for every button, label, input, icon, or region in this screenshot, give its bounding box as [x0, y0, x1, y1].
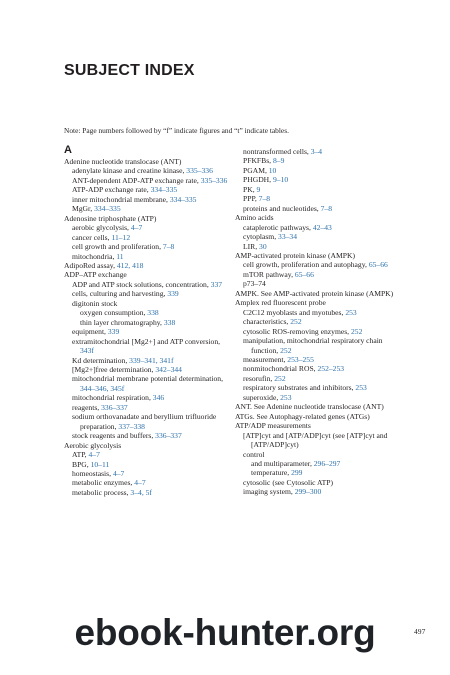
index-entry-text: cytosolic ROS-removing enzymes, — [243, 326, 350, 336]
index-entry-pages[interactable]: 252–253 — [317, 364, 345, 374]
index-entry-pages[interactable]: 65–66 — [368, 260, 388, 270]
index-entry-text: cytosolic (see Cytosolic ATP) — [243, 477, 334, 487]
index-entry-text: digitonin stock — [72, 298, 118, 308]
index-entry — [243, 317, 405, 326]
index-entry — [72, 337, 234, 356]
index-entry-text: [ATP]cyt and [ATP/ADP]cyt (see [ATP]cyt and [ATP/ADP]cyt) — [243, 430, 388, 450]
index-entry-text: ATP, — [72, 450, 87, 460]
index-entries-right — [235, 147, 405, 497]
index-entry-text: ADP and ATP stock solutions, concentration, — [72, 279, 209, 289]
index-entry — [243, 204, 405, 213]
index-entry-pages[interactable]: 338 — [147, 308, 159, 318]
index-entry-pages[interactable]: 346 — [152, 393, 165, 403]
index-entry — [72, 223, 234, 232]
index-entry-text: cell growth and proliferation, — [72, 242, 161, 252]
index-entry — [72, 374, 234, 393]
index-entry-text: ATP/ADP measurements — [235, 421, 311, 431]
index-entry-pages[interactable]: 337 — [210, 279, 223, 289]
index-entry-text: mitochondrial respiration, — [72, 393, 151, 403]
index-entry-text: cell growth, proliferation and autophagy, — [243, 260, 367, 270]
index-note: Note: Page numbers followed by “f” indicate figures and “t” indicate tables. — [64, 126, 289, 135]
index-entry — [80, 308, 234, 317]
index-entry-pages[interactable]: 342–344 — [155, 364, 182, 374]
index-entry — [243, 327, 405, 336]
index-entry-text: metabolic enzymes, — [72, 478, 133, 488]
index-entry-text: cataplerotic pathways, — [243, 222, 311, 232]
index-entry-pages[interactable]: 253–255 — [287, 354, 314, 364]
index-entry — [72, 403, 234, 412]
index-entry-text: PFKFBs, — [243, 156, 272, 166]
index-entry-pages[interactable]: 252 — [274, 373, 286, 383]
index-entry-text: mitochondrial membrane potential determination, — [72, 374, 223, 384]
index-entry — [235, 412, 405, 421]
index-entry-text: Amino acids — [235, 213, 274, 223]
index-entry — [235, 251, 405, 260]
index-entry-text: ATGs. See Autophagy-related genes (ATGs) — [235, 411, 370, 421]
index-entry-text: control — [243, 449, 265, 459]
page-title: SUBJECT INDEX — [64, 62, 195, 79]
index-entry-pages[interactable]: 10–11 — [90, 459, 110, 469]
index-entry-pages[interactable]: 4–7 — [112, 468, 125, 478]
index-entry-pages[interactable]: 296–297 — [313, 458, 341, 468]
index-entry-pages[interactable]: 252 — [351, 326, 363, 336]
index-column-left — [64, 143, 234, 497]
index-entry-pages[interactable]: 252 — [280, 345, 292, 355]
index-entry — [64, 270, 234, 279]
index-entry — [72, 469, 234, 478]
index-entry-pages[interactable]: 334–335 — [169, 194, 197, 204]
index-entry-text: nontransformed cells, — [243, 147, 309, 156]
index-entry — [243, 175, 405, 184]
index-entry-text: measurement, — [243, 354, 286, 364]
index-entry — [243, 355, 405, 364]
index-entry-pages[interactable]: 9 — [256, 184, 261, 194]
index-entry-pages[interactable]: 338 — [163, 317, 176, 327]
index-entry — [64, 157, 234, 166]
section-letter: A — [64, 144, 72, 156]
index-entry-text: sodium orthovanadate and beryllium trifluoride preparation, — [72, 412, 217, 431]
index-entry-pages[interactable]: 42–43 — [312, 222, 332, 232]
index-entry — [243, 147, 405, 156]
index-entry-pages[interactable]: 339 — [167, 289, 179, 299]
index-entry-text: PGAM, — [243, 165, 267, 175]
index-entry-text: proteins and nucleotides, — [243, 203, 319, 213]
index-entry — [243, 260, 405, 269]
index-entry-pages[interactable]: 253 — [355, 383, 367, 393]
index-entry-pages[interactable]: 7–8 — [162, 242, 175, 252]
index-entry — [72, 166, 234, 175]
index-entry — [72, 185, 234, 194]
index-column-right — [235, 147, 405, 497]
index-entry-text: mitochondria, — [72, 251, 115, 261]
index-entry — [72, 252, 234, 261]
index-entry — [72, 393, 234, 402]
index-entry-text: p73–74 — [243, 279, 266, 289]
index-entry-text: Kd determination, — [72, 355, 128, 365]
index-entry — [243, 450, 405, 459]
index-entry-text: ANT. See Adenine nucleotide translocase (ANT) — [235, 402, 384, 412]
index-entry — [72, 356, 234, 365]
index-entry-text: cancer cells, — [72, 232, 110, 242]
index-entry-text: stock reagents and buffers, — [72, 431, 154, 441]
index-entry — [243, 431, 405, 450]
index-entry-pages[interactable]: 343f — [80, 346, 94, 356]
index-entry-text: C2C12 myoblasts and myotubes, — [243, 307, 344, 317]
index-entry-text: characteristics, — [243, 317, 289, 327]
index-entry-pages[interactable]: 336–337 — [101, 402, 128, 412]
index-entry-pages[interactable]: 4–7 — [88, 450, 100, 460]
index-entry-pages[interactable]: 299 — [291, 468, 303, 478]
index-entry-pages[interactable]: 8–9 — [272, 156, 285, 166]
index-entry-text: thin layer chromatography, — [80, 317, 162, 327]
index-entry-text: superoxide, — [243, 392, 279, 402]
index-entry — [64, 214, 234, 223]
index-entry-pages[interactable]: 7–8 — [258, 194, 271, 204]
index-entry — [72, 299, 234, 308]
index-entry-pages[interactable]: 339–341, 341f — [129, 355, 174, 365]
index-entry-pages[interactable]: 11–12 — [111, 232, 131, 242]
index-entry-pages[interactable]: 336–337 — [155, 431, 182, 441]
index-entry — [72, 233, 234, 242]
index-entry — [243, 374, 405, 383]
index-entry-text: inner mitochondrial membrane, — [72, 194, 168, 204]
index-entry — [235, 289, 405, 298]
index-entry — [72, 195, 234, 204]
index-entry — [72, 488, 234, 497]
index-entry-text: PK, — [243, 184, 255, 194]
index-entry — [243, 279, 405, 288]
index-entry-pages[interactable]: 299–300 — [294, 487, 322, 497]
index-entry-text: AdipoRed assay, — [64, 260, 115, 270]
index-entry-text: [Mg2+]free determination, — [72, 364, 154, 374]
index-entry — [72, 176, 234, 185]
page-number: 497 — [414, 627, 426, 636]
index-entry-pages[interactable]: 65–66 — [294, 269, 314, 279]
index-entry-pages[interactable]: 335–336 — [200, 175, 228, 185]
index-entry-pages[interactable]: 334–335 — [94, 204, 121, 214]
index-entry — [235, 402, 405, 411]
index-entry — [80, 318, 234, 327]
index-entry — [243, 336, 405, 355]
index-entry-text: aerobic glycolysis, — [72, 223, 129, 233]
index-entry-pages[interactable]: 10 — [268, 165, 277, 175]
watermark: ebook-hunter.org — [74, 612, 376, 653]
index-entry-pages[interactable]: 7–8 — [320, 203, 333, 213]
index-entry-text: cells, culturing and harvesting, — [72, 289, 166, 299]
index-entry-pages[interactable]: 4–7 — [130, 223, 143, 233]
index-entry — [243, 166, 405, 175]
index-entry-pages[interactable]: 252 — [290, 317, 302, 327]
index-entry — [243, 308, 405, 317]
index-entry — [64, 261, 234, 270]
index-entry-text: temperature, — [251, 468, 290, 478]
index-entry — [243, 383, 405, 392]
index-entry-text: homeostasis, — [72, 468, 112, 478]
index-entry — [243, 364, 405, 373]
index-entry-text: Aerobic glycolysis — [64, 440, 122, 450]
index-entry-text: PPP, — [243, 194, 257, 204]
index-entry — [243, 393, 405, 402]
index-entry-text: LIR, — [243, 241, 258, 251]
index-entry-pages[interactable]: 30 — [259, 241, 267, 251]
index-entry-text: BPG, — [72, 459, 89, 469]
index-entry — [243, 232, 405, 241]
index-entry — [72, 204, 234, 213]
index-entry-text: Amplex red fluorescent probe — [235, 298, 326, 308]
index-entry-text: adenylate kinase and creatine kinase, — [72, 166, 185, 176]
index-entry — [72, 289, 234, 298]
index-entry-pages[interactable]: 33–34 — [278, 232, 298, 242]
index-entry-text: AMP-activated protein kinase (AMPK) — [235, 250, 355, 260]
index-entry-text: respiratory substrates and inhibitors, — [243, 383, 354, 393]
index-entry-pages[interactable]: 339 — [107, 327, 120, 337]
index-entry — [243, 487, 405, 496]
index-entry — [72, 327, 234, 336]
index-entry-text: Adenosine triphosphate (ATP) — [64, 213, 157, 223]
index-entry-text: and multiparameter, — [251, 458, 312, 468]
index-entry — [72, 280, 234, 289]
index-entry-pages[interactable]: 412, 418 — [116, 260, 144, 270]
index-entry-text: oxygen consumption, — [80, 308, 146, 318]
index-entry-text: ATP-ADP exchange rate, — [72, 185, 149, 195]
index-entry-pages[interactable]: 253 — [345, 307, 357, 317]
index-entry-pages[interactable]: 334–335 — [150, 185, 178, 195]
index-entry-text: Adenine nucleotide translocase (ANT) — [64, 157, 182, 166]
index-entry — [72, 365, 234, 374]
index-entry — [243, 223, 405, 232]
index-entry — [243, 242, 405, 251]
index-entry-text: reagents, — [72, 402, 100, 412]
index-entry-text: extramitochondrial [Mg2+] and ATP conversion, — [72, 336, 221, 346]
index-entry — [72, 450, 234, 459]
index-entry — [64, 441, 234, 450]
index-entry — [72, 412, 234, 431]
index-entry-pages[interactable]: 11 — [116, 251, 124, 261]
index-entry-pages[interactable]: 3–4 — [310, 147, 323, 156]
index-entry-text: ANT-dependent ADP-ATP exchange rate, — [72, 175, 199, 185]
index-entry-text: AMPK. See AMP-activated protein kinase (AMPK) — [235, 288, 394, 298]
index-entry-text: ADP–ATP exchange — [64, 270, 127, 280]
index-entry — [251, 459, 405, 468]
index-entry-text: MgGr, — [72, 204, 93, 214]
index-entry-pages[interactable]: 4–7 — [134, 478, 146, 488]
index-entry — [235, 421, 405, 430]
index-entry — [235, 213, 405, 222]
index-entry-pages[interactable]: 337–338 — [118, 421, 145, 431]
index-entry — [243, 194, 405, 203]
index-entry-text: manipulation, mitochondrial respiratory chain function, — [243, 336, 383, 355]
index-entry-pages[interactable]: 3–4, 5f — [130, 487, 152, 497]
index-entry — [72, 478, 234, 487]
index-entries-left — [64, 157, 234, 497]
index-entry-text: mTOR pathway, — [243, 269, 293, 279]
index-entry — [72, 242, 234, 251]
index-entry-text: imaging system, — [243, 487, 293, 497]
index-entry — [235, 298, 405, 307]
index-entry — [243, 478, 405, 487]
index-entry-text: cytoplasm, — [243, 232, 277, 242]
index-entry — [243, 185, 405, 194]
index-entry — [243, 270, 405, 279]
index-entry-text: metabolic process, — [72, 487, 129, 497]
index-entry — [251, 468, 405, 477]
index-entry-text: nonmitochondrial ROS, — [243, 364, 316, 374]
index-entry-pages[interactable]: 253 — [280, 392, 292, 402]
index-entry-text: PHGDH, — [243, 175, 272, 185]
index-entry-pages[interactable]: 344–346, 345f — [80, 383, 125, 393]
index-entry-pages[interactable]: 9–10 — [272, 175, 289, 185]
index-entry-text: equipment, — [72, 327, 106, 337]
index-entry — [72, 431, 234, 440]
index-entry-text: resorufin, — [243, 373, 273, 383]
index-entry-pages[interactable]: 335–336 — [186, 166, 213, 176]
index-entry — [72, 460, 234, 469]
index-entry — [243, 156, 405, 165]
